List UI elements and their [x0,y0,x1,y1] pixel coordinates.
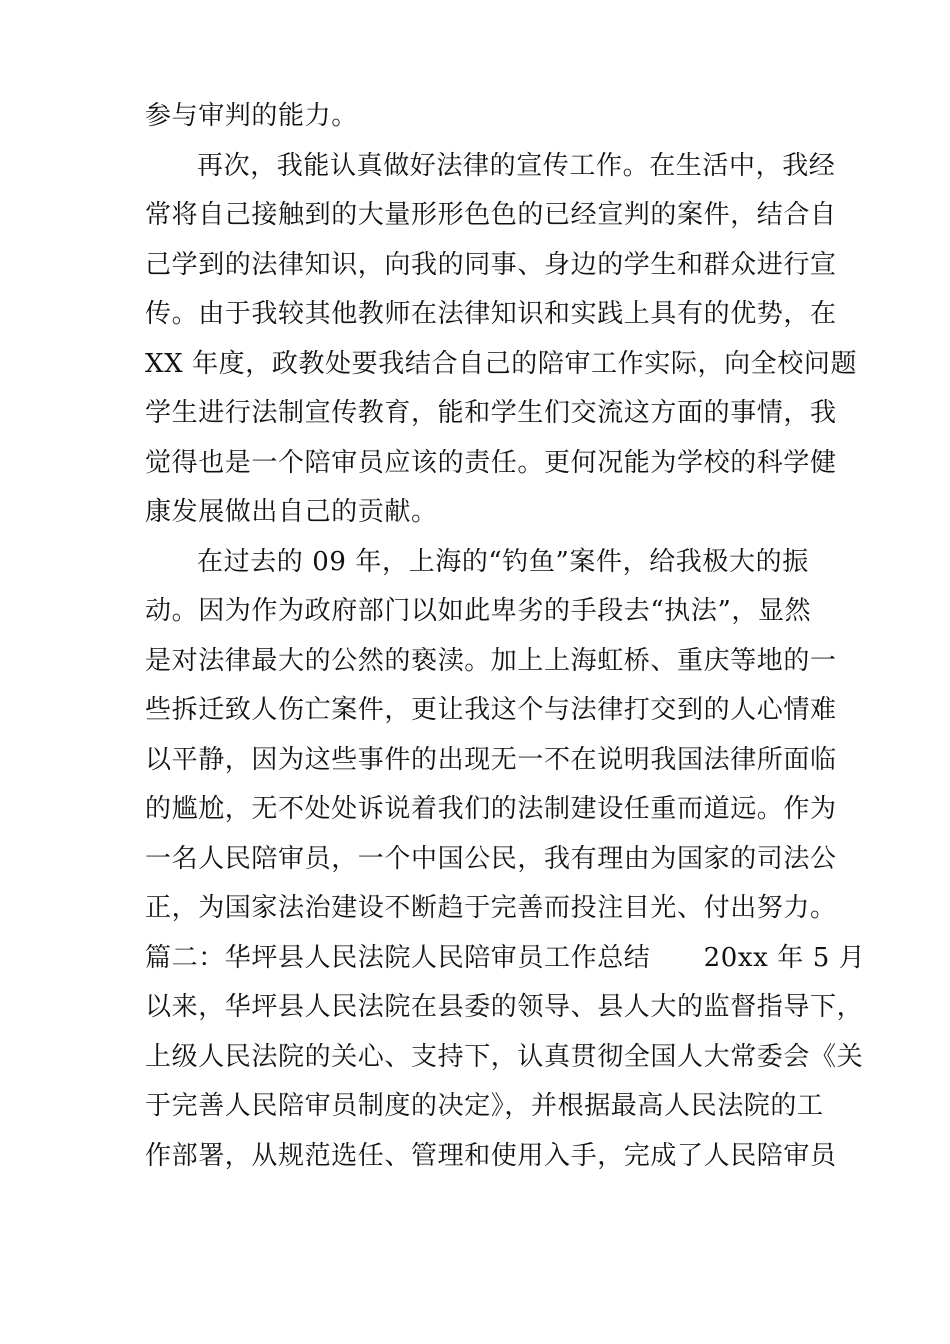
text-line: 动。因为作为政府部门以如此卑劣的手段去“执法”，显然 [145,596,812,626]
text-line: 觉得也是一个陪审员应该的责任。更何况能为学校的科学健 [145,447,837,478]
text-line: 一名人民陪审员，一个中国公民，我有理由为国家的司法公 [145,843,837,874]
document-body [145,92,866,1181]
text-line: 以来，华坪县人民法院在县委的领导、县人大的监督指导下， [145,992,864,1022]
text-line: XX 年度，政教处要我结合自己的陪审工作实际，向全校问题 [145,348,858,379]
text-line: 正，为国家法治建设不断趋于完善而投注目光、付出努力。 [145,893,837,923]
text-line: 参与审判的能力。 [145,101,358,131]
text-line: 以平静，因为这些事件的出现无一不在说明我国法律所面临 [145,744,837,775]
text-line: 再次，我能认真做好法律的宣传工作。在生活中，我经 [197,150,836,181]
text-line: 是对法律最大的公然的亵渎。加上上海虹桥、重庆等地的一 [145,645,837,676]
text-line: 于完善人民陪审员制度的决定》，并根据最高人民法院的工 [145,1091,824,1121]
text-line: 上级人民法院的关心、支持下，认真贯彻全国人大常委会《关 [145,1041,864,1072]
text-line: 的尴尬，无不处处诉说着我们的法制建设任重而道远。作为 [145,794,837,824]
text-line: 在过去的 09 年，上海的“钓鱼”案件，给我极大的振 [197,546,809,577]
text-line: 常将自己接触到的大量形形色色的已经宣判的案件，结合自 [145,200,837,230]
text-line: 作部署，从规范选任、管理和使用入手，完成了人民陪审员 [145,1140,837,1171]
text-line: 己学到的法律知识，向我的同事、身边的学生和群众进行宣 [145,249,837,280]
text-line: 学生进行法制宣传教育，能和学生们交流这方面的事情，我 [145,398,837,428]
text-line: 些拆迁致人伤亡案件，更让我这个与法律打交到的人心情难 [145,695,837,725]
text-line: 篇二：华坪县人民法院人民陪审员工作总结 20xx 年 5 月 [145,942,866,973]
text-line: 康发展做出自己的贡献。 [145,497,438,527]
text-line: 传。由于我较其他教师在法律知识和实践上具有的优势，在 [145,299,837,329]
